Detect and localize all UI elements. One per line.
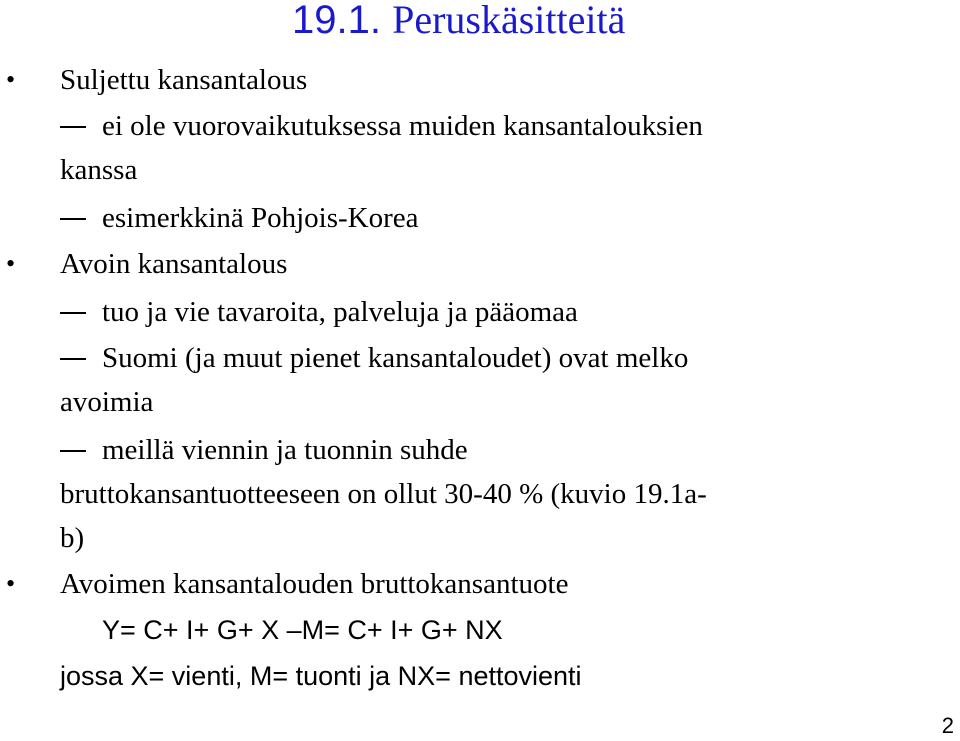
- dash-marker: [60, 358, 86, 360]
- bullet-open-economy: Avoin kansantalous: [60, 248, 288, 280]
- dash-marker: [60, 126, 86, 128]
- formula-legend: jossa X= vienti, M= tuonti ja NX= nettovienti: [60, 661, 582, 691]
- bullet-marker: •: [6, 569, 16, 598]
- subitem-finland-open-cont: avoimia: [60, 386, 154, 418]
- title-text: Peruskäsitteitä: [392, 0, 626, 42]
- bullet-marker: •: [6, 249, 16, 278]
- subitem-no-interaction-cont: kanssa: [60, 154, 138, 186]
- page-number: 2: [941, 713, 954, 738]
- bullet-marker: •: [6, 65, 16, 94]
- gdp-formula: Y= C+ I+ G+ X –M= C+ I+ G+ NX: [102, 615, 503, 645]
- subitem-imports-exports: tuo ja vie tavaroita, palveluja ja pääomaa: [102, 296, 578, 328]
- subitem-no-interaction: ei ole vuorovaikutuksessa muiden kansantalouksien: [102, 110, 703, 142]
- bullet-closed-economy: Suljettu kansantalous: [60, 64, 308, 96]
- subitem-ratio: meillä viennin ja tuonnin suhde: [102, 434, 468, 466]
- dash-marker: [60, 450, 86, 452]
- subitem-example: esimerkkinä Pohjois-Korea: [102, 202, 419, 234]
- subitem-finland-open: Suomi (ja muut pienet kansantaloudet) ovat melko: [102, 342, 689, 374]
- dash-marker: [60, 312, 86, 314]
- bullet-open-gdp: Avoimen kansantalouden bruttokansantuote: [60, 568, 569, 600]
- subitem-ratio-cont2: b): [60, 522, 85, 554]
- slide-title: [292, 0, 625, 43]
- title-number: 19.1.: [292, 0, 381, 42]
- subitem-ratio-cont: bruttokansantuotteeseen on ollut 30-40 % (kuvio 19.1a-: [60, 478, 707, 510]
- dash-marker: [60, 218, 86, 220]
